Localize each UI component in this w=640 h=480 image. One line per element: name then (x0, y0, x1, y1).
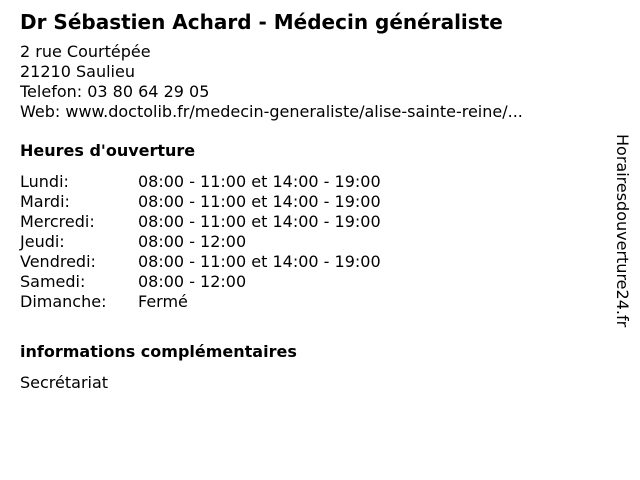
hours-row-saturday (20, 272, 600, 292)
address-city: 21210 Saulieu (20, 62, 135, 81)
hours-row-monday (20, 172, 600, 192)
listing-page (20, 8, 600, 393)
page-title: Dr Sébastien Achard - Médecin généraliste (20, 10, 503, 34)
day-label: Vendredi: (20, 252, 96, 271)
day-label: Mardi: (20, 192, 70, 211)
additional-info-text: Secrétariat (20, 373, 109, 392)
opening-hours-heading: Heures d'ouverture (20, 141, 196, 160)
day-label: Samedi: (20, 272, 86, 291)
hours-row-wednesday (20, 212, 600, 232)
address-block (20, 42, 600, 122)
day-label: Mercredi: (20, 212, 95, 231)
address-street: 2 rue Courtépée (20, 42, 151, 61)
day-hours: 08:00 - 11:00 et 14:00 - 19:00 (138, 192, 381, 211)
site-watermark: Horairesdouverture24.fr (613, 134, 632, 328)
day-label: Lundi: (20, 172, 69, 191)
hours-row-thursday (20, 232, 600, 252)
day-label: Dimanche: (20, 292, 107, 311)
day-hours: 08:00 - 12:00 (138, 232, 247, 251)
website-link[interactable]: Web: www.doctolib.fr/medecin-generaliste/alise-sainte-reine/... (20, 102, 523, 121)
additional-info-heading: informations complémentaires (20, 342, 297, 361)
day-label: Jeudi: (20, 232, 65, 251)
day-hours: 08:00 - 11:00 et 14:00 - 19:00 (138, 172, 381, 191)
day-hours: Fermé (138, 292, 188, 311)
hours-row-friday (20, 252, 600, 272)
phone-number: Telefon: 03 80 64 29 05 (20, 82, 210, 101)
day-hours: 08:00 - 11:00 et 14:00 - 19:00 (138, 212, 381, 231)
day-hours: 08:00 - 12:00 (138, 272, 247, 291)
hours-row-sunday (20, 292, 600, 312)
day-hours: 08:00 - 11:00 et 14:00 - 19:00 (138, 252, 381, 271)
opening-hours-table (20, 172, 600, 312)
hours-row-tuesday (20, 192, 600, 212)
